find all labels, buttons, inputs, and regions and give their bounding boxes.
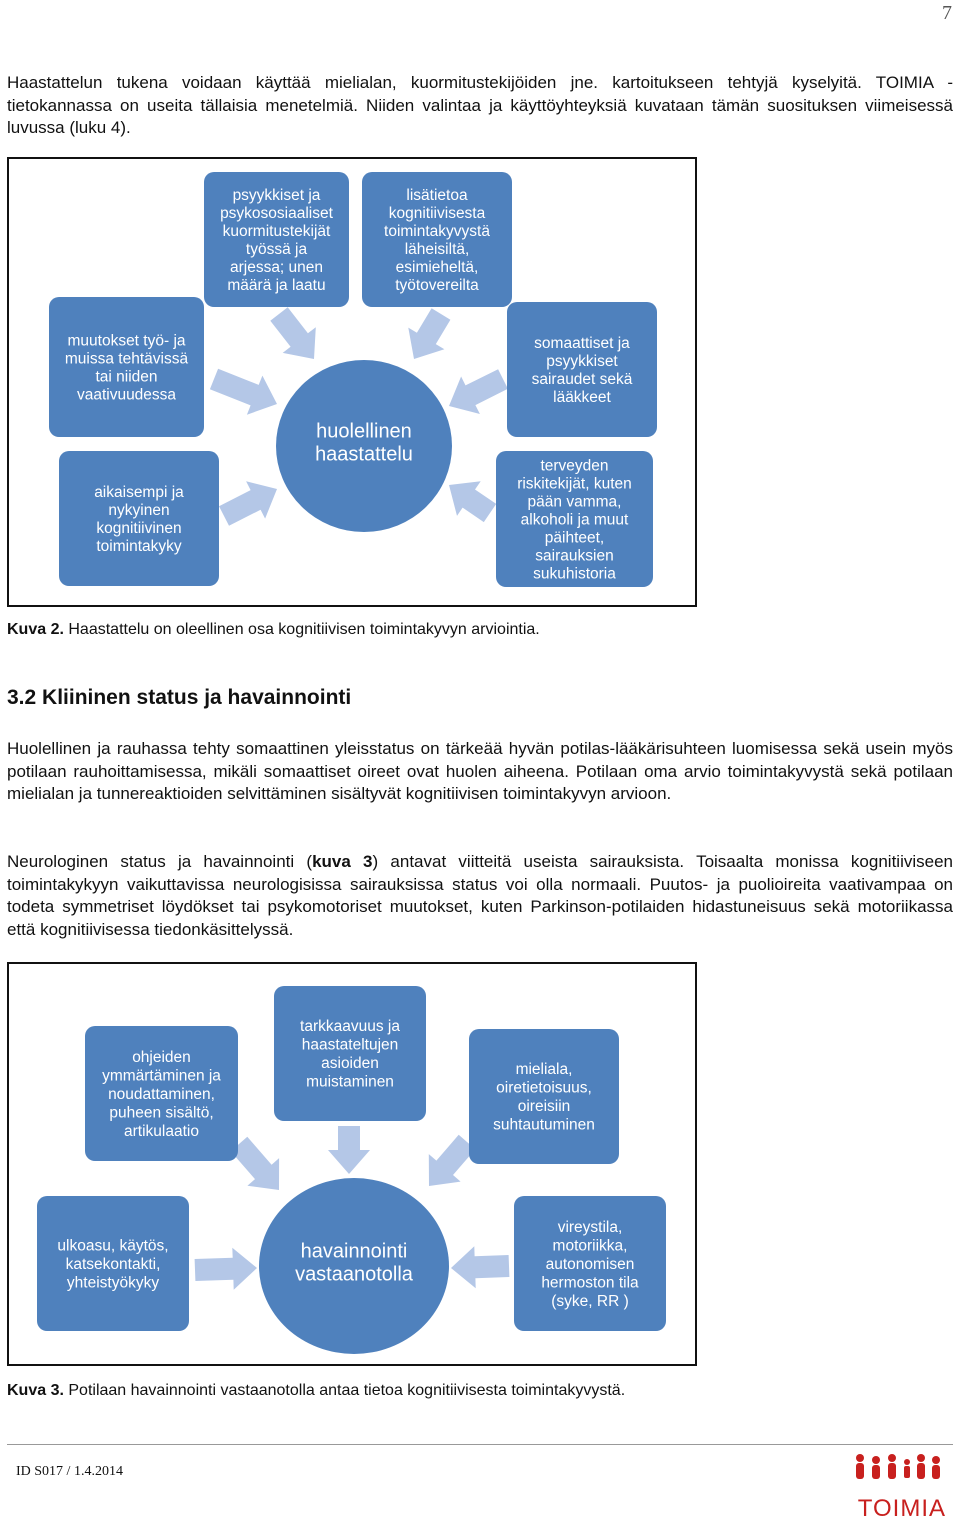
figure-2-caption xyxy=(7,1382,625,1400)
fig1-box-4-label: somaattiset ja psyykkiset sairaudet sekä lääkkeet xyxy=(531,334,633,406)
toimia-logo-text: TOIMIA xyxy=(857,1495,946,1522)
fig1-arrow-5 xyxy=(219,481,277,526)
footer-divider xyxy=(7,1444,953,1445)
fig2-arrow-4 xyxy=(195,1248,257,1290)
figure-2-caption-label: Kuva 3. xyxy=(7,1382,64,1399)
intro-paragraph: Haastattelun tukena voidaan käyttää mielialan, kuormitustekijöiden jne. kartoitukseen tehtyjä kyselyitä. TOIMIA -tietokannassa on useita tällaisia menetelmiä. Niiden valintaa ja käyttöyhteyksiä kuvataan tämän suosituksen viimeisessä luvussa (luku 4). xyxy=(7,73,953,138)
figure-1 xyxy=(7,157,697,607)
page-number: 7 xyxy=(942,2,952,24)
section-heading: 3.2 Kliininen status ja havainnointi xyxy=(7,686,352,709)
paragraph-3-end: ) antavat viitteitä useista sairauksista. Toisaalta monissa kognitiiviseen toimintakykyyn vaikuttavissa neurologisissa sairauksissa status voi olla normaali. Puutos- ja puolioireita vaativampaa on todeta symmetriset löydökset tai psykomotoriset muutokset, kuten Parkinson-potilaiden hidastuneisuus sekä motoriikassa että kognitiivisessa tiedonkäsittelyssä. xyxy=(7,852,953,939)
figure-2-caption-text: Potilaan havainnointi vastaanotolla antaa tietoa kognitiivisesta toimintakyvystä. xyxy=(63,1382,626,1399)
paragraph-2: Huolellinen ja rauhassa tehty somaattinen yleisstatus on tärkeää hyvän potilas-lääkärisuhteen luomisessa sekä usein myös potilaan rauhoittamisessa, mikäli somaattiset oireet ovat huolen aiheena. Potilaan oma arvio toimintakyvystä sekä potilaan mielialan ja tunnereaktioiden selvittäminen sisältyvät kognitiivisen toimintakyvyn arvioon. xyxy=(7,739,953,804)
fig1-box-3-label: muutokset työ- ja muissa tehtävissä tai niiden vaativuudessa xyxy=(64,332,189,404)
figure-2 xyxy=(7,962,697,1366)
fig2-box-2-label: tarkkaavuus ja haastateltujen asioiden muistaminen xyxy=(300,1018,400,1091)
fig2-box-3-label: mieliala, oiretietoisuus, oireisiin suhtautuminen xyxy=(493,1061,595,1134)
fig1-center-label: huolellinen haastattelu xyxy=(315,420,413,466)
fig2-box-4-label: ulkoasu, käytös, katsekontakti, yhteistyökyky xyxy=(57,1237,169,1292)
fig2-arrow-5 xyxy=(451,1246,509,1288)
fig1-arrow-6 xyxy=(449,481,496,522)
footer-document-id: ID S017 / 1.4.2014 xyxy=(16,1464,123,1479)
fig2-box-5-label: vireystila, motoriikka, autonomisen hermoston tila (syke, RR ) xyxy=(541,1218,639,1310)
fig2-arrow-2 xyxy=(328,1126,370,1174)
fig1-box-2-label: lisätietoa kognitiivisesta toimintakyvystä läheisiltä, esimieheltä, työtovereilta xyxy=(384,186,490,294)
fig1-arrow-2 xyxy=(408,308,450,359)
fig2-center-label: havainnointi vastaanotolla xyxy=(295,1240,413,1286)
figure-1-caption-text: Haastattelu on oleellinen osa kognitiivisen toimintakyvyn arviointia. xyxy=(63,621,540,638)
figure-2-diagram xyxy=(9,964,699,1368)
paragraph-3 xyxy=(7,851,953,941)
fig1-box-1-label: psyykkiset ja psykososiaaliset kuormitustekijät työssä ja arjessa; unen määrä ja laatu xyxy=(220,186,333,294)
fig1-box-5-label: aikaisempi ja nykyinen kognitiivinen toimintakyky xyxy=(94,483,184,555)
fig1-arrow-4 xyxy=(449,369,508,414)
fig1-arrow-3 xyxy=(210,369,277,415)
fig1-box-6-label: terveyden riskitekijät, kuten pään vamma, alkoholi ja muut päihteet, sairauksien sukuhistoria xyxy=(517,457,632,583)
fig2-arrow-3 xyxy=(429,1135,476,1186)
figure-1-caption xyxy=(7,621,540,639)
paragraph-3-start: Neurologinen status ja havainnointi ( xyxy=(7,852,313,871)
figure-1-diagram xyxy=(9,159,699,609)
fig2-box-1-label: ohjeiden ymmärtäminen ja noudattaminen, puheen sisältö, artikulaatio xyxy=(102,1048,221,1140)
fig1-arrow-1 xyxy=(270,307,316,359)
figure-1-caption-label: Kuva 2. xyxy=(7,621,64,638)
paragraph-3-figure-ref: kuva 3 xyxy=(312,852,373,871)
